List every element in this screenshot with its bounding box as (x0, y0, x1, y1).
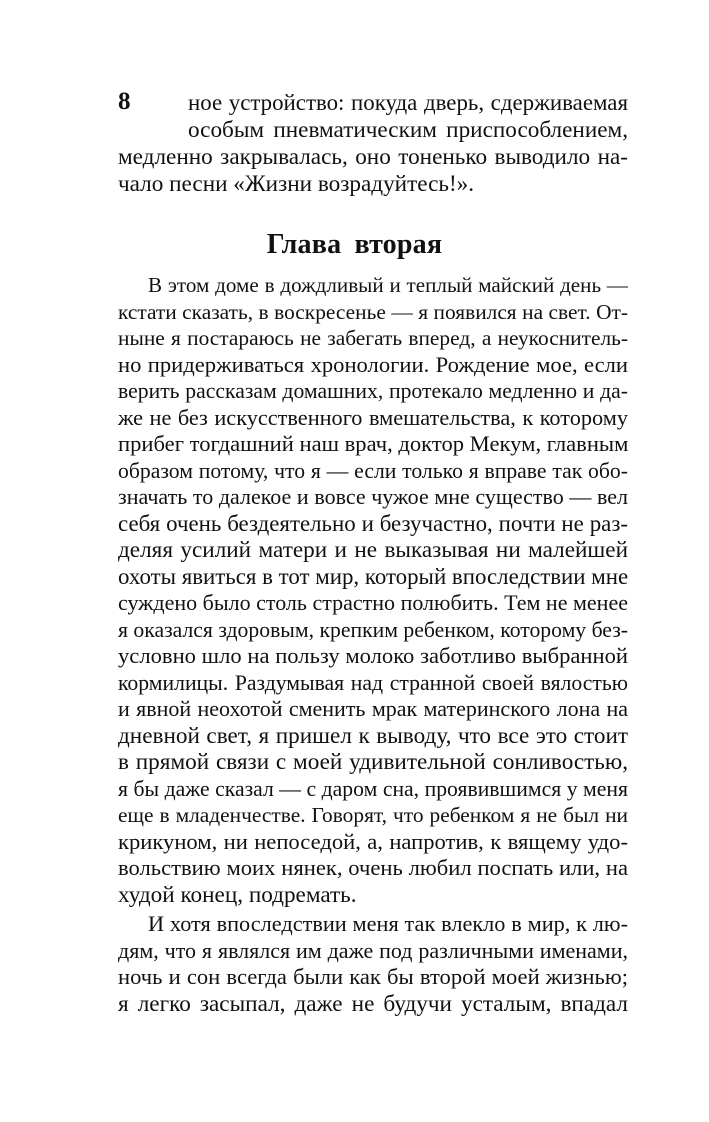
text-line: вольствию моих нянек, очень любил поспать или, на (118, 855, 628, 880)
text-line: дям, что я являлся им даже под различными именами, (118, 938, 628, 963)
text-line: кстати сказать, в воскресенье — я появился на свет. От- (118, 300, 628, 324)
text-line: чало песни «Жизни возрадуйтесь!». (118, 171, 475, 197)
text-line: и явной неохотой сменить мрак материнского лона на (118, 696, 628, 721)
text-line: но придерживаться хронологии. Рождение мое, если (118, 352, 628, 377)
chapter-title: Глава вторая (266, 229, 443, 260)
text-line: условно шло на пользу молоко заботливо выбранной (118, 643, 628, 668)
text-line: себя очень бездеятельно и безучастно, почти не раз- (118, 511, 628, 536)
page-number: 8 (118, 88, 131, 115)
text-line: кормилицы. Раздумывая над странной своей вялостью (118, 671, 628, 695)
text-line: ное устройство: покуда дверь, сдерживаемая (188, 90, 628, 115)
text-line: прибег тогдашний наш врач, доктор Мекум, главным (118, 431, 629, 456)
text-line: особым пневматическим приспособлением, (188, 117, 628, 143)
text-line: дневной свет, я пришел к выводу, что все это стоит (118, 723, 628, 749)
text-line: значать то далекое и вовсе чужое мне существо — вел (118, 484, 628, 509)
text-line: медленно закрывалась, оно тоненько выводило на- (118, 144, 628, 170)
text-line: в прямой связи с моей удивительной сонливостью, (118, 749, 628, 775)
text-line: крикуном, ни непоседой, а, напротив, к вящему удо- (118, 829, 628, 854)
text-line: деляя усилий матери и не выказывая ни малейшей (118, 537, 628, 563)
text-line: ночь и сон всегда были как бы второй моей жизнью; (118, 964, 628, 989)
text-line: еще в младенчестве. Говорят, что ребенком я не был ни (118, 803, 628, 827)
text-line: образом потому, что я — если только я вправе так обо- (118, 459, 628, 483)
text-line: я легко засыпал, даже не будучи усталым, впадал (118, 991, 628, 1017)
text-line: я бы даже сказал — с даром сна, проявившимся у меня (118, 777, 628, 801)
text-line: ныне я постараюсь не забегать вперед, а неукоснитель- (118, 326, 628, 350)
text-line: суждено было столь страстно полюбить. Тем не менее (118, 590, 628, 615)
text-line: В этом доме в дождливый и теплый майский день — (148, 273, 628, 297)
text-line: И хотя впоследствии меня так влекло в мир, к лю- (148, 911, 628, 936)
text-line: же не без искусственного вмешательства, к которому (118, 405, 628, 430)
text-line: верить рассказам домашних, протекало медленно и да- (118, 379, 628, 403)
text-line: я оказался здоровым, крепким ребенком, которому без- (118, 618, 628, 642)
text-line: охоты явиться в тот мир, который впоследствии мне (118, 564, 629, 589)
text-line: худой конец, подремать. (118, 882, 357, 908)
